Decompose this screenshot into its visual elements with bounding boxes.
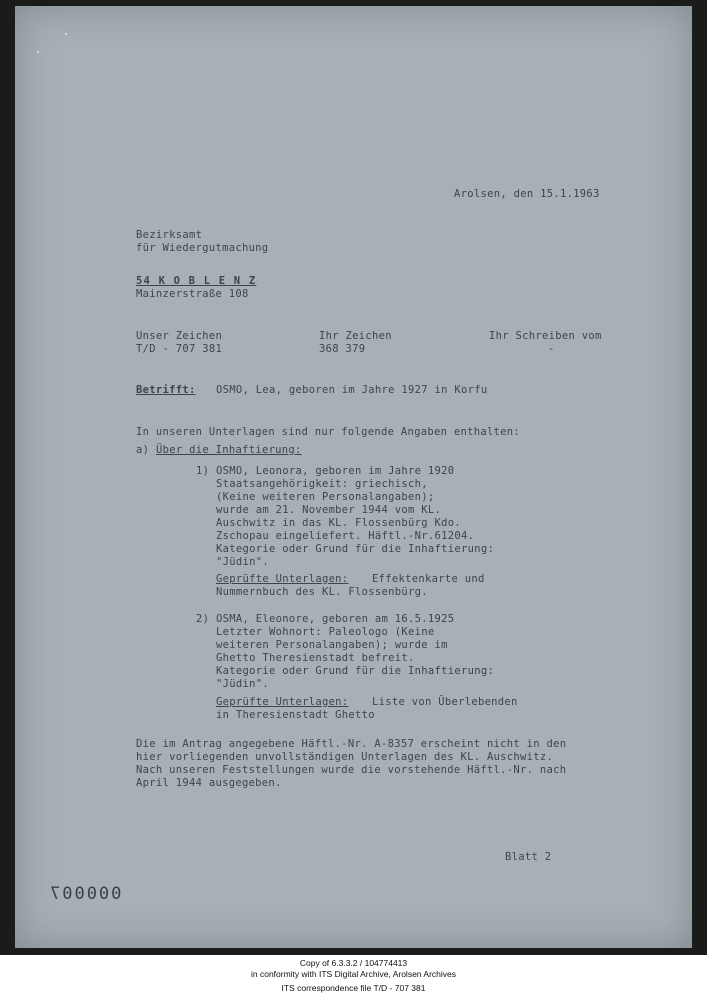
your-letter-value: - [548,343,555,355]
closing-line: April 1944 ausgegeben. [136,777,282,789]
entry2-line: Letzter Wohnort: Paleologo (Keine [216,626,435,638]
entry1-line: OSMO, Leonora, geboren im Jahre 1920 [216,465,455,477]
entry1-number: 1) [196,465,210,477]
scan-speck [65,33,67,35]
footer-line1: Copy of 6.3.3.2 / 104774413 [299,958,408,968]
entry1-checked-text: Effektenkarte und [372,573,485,585]
closing-line: Nach unseren Feststellungen wurde die vorstehende Häftl.-Nr. nach [136,764,567,776]
sheet-label: Blatt 2 [505,851,552,863]
our-reference-label: Unser Zeichen [136,330,223,342]
entry2-checked-text: Liste von Überlebenden [372,696,518,708]
your-reference-label: Ihr Zeichen [319,330,392,342]
scan-speck [37,51,39,53]
entry2-line: "Jüdin". [216,678,269,690]
closing-line: hier vorliegenden unvollständigen Unterlagen des KL. Auschwitz. [136,751,554,763]
stamp-number: 000007 [48,884,122,904]
entry2-checked-label: Geprüfte Unterlagen: [216,696,349,708]
entry1-line: Staatsangehörigkeit: griechisch, [216,478,428,490]
entry1-line: wurde am 21. November 1944 vom KL. [216,504,442,516]
section-prefix: a) [136,444,150,456]
entry1-line: "Jüdin". [216,556,269,568]
recipient-line1: Bezirksamt [136,229,203,241]
subject-text: OSMO, Lea, geboren im Jahre 1927 in Korfu [216,384,488,396]
entry2-checked-line2: in Theresienstadt Ghetto [216,709,375,721]
place-date: Arolsen, den 15.1.1963 [454,188,600,200]
entry2-line: OSMA, Eleonore, geboren am 16.5.1925 [216,613,455,625]
entry1-checked-line2: Nummernbuch des KL. Flossenbürg. [216,586,428,598]
your-letter-label: Ihr Schreiben vom [489,330,602,342]
entry1-line: (Keine weiteren Personalangaben); [216,491,435,503]
recipient-street: Mainzerstraße 108 [136,288,249,300]
our-reference-value: T/D - 707 381 [136,343,223,355]
archive-footer [0,958,707,994]
entry2-line: weiteren Personalangaben); wurde im [216,639,448,651]
your-reference-value: 368 379 [319,343,366,355]
subject-label: Betrifft: [136,384,196,396]
section-title: Über die Inhaftierung: [156,444,302,456]
footer-line2: in conformity with ITS Digital Archive, Arolsen Archives [250,969,457,979]
closing-line: Die im Antrag angegebene Häftl.-Nr. A-8357 erscheint nicht in den [136,738,567,750]
entry1-line: Auschwitz in das KL. Flossenbürg Kdo. [216,517,461,529]
entry1-line: Zschopau eingeliefert. Häftl.-Nr.61204. [216,530,475,542]
intro-text: In unseren Unterlagen sind nur folgende Angaben enthalten: [136,426,521,438]
entry2-line: Ghetto Theresienstadt befreit. [216,652,415,664]
entry1-checked-label: Geprüfte Unterlagen: [216,573,349,585]
recipient-line2: für Wiedergutmachung [136,242,269,254]
entry2-number: 2) [196,613,210,625]
entry1-line: Kategorie oder Grund für die Inhaftierung: [216,543,495,555]
footer-line3: ITS correspondence file T/D - 707 381 [281,983,426,993]
recipient-city: 54 K O B L E N Z [136,275,257,287]
entry2-line: Kategorie oder Grund für die Inhaftierung: [216,665,495,677]
